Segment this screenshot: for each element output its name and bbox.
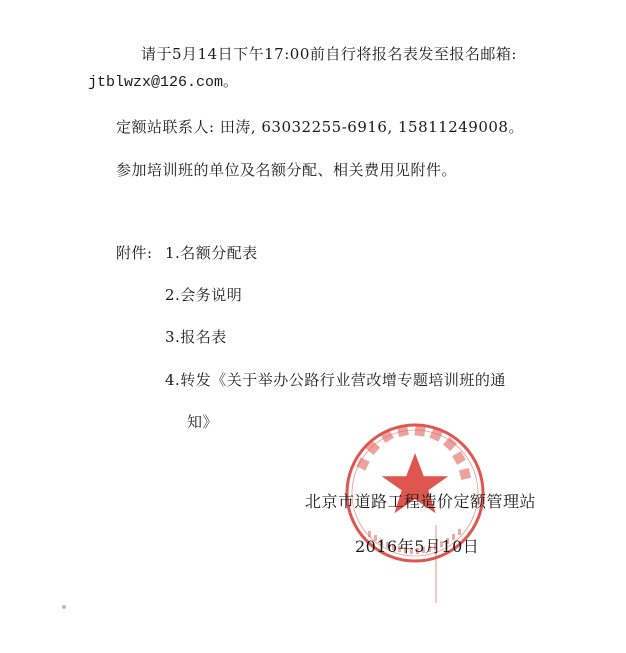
signing-organization: 北京市道路工程造价定额管理站 — [305, 492, 537, 511]
attachments-label: 附件: — [116, 244, 153, 262]
signing-date: 2016年5月10日 — [355, 537, 480, 556]
attachment-item-1: 1.名额分配表 — [165, 244, 258, 262]
attachment-item-4-continued: 知》 — [187, 413, 219, 431]
email-address: jtblwzx@126.com。 — [88, 74, 239, 91]
allocation-line: 参加培训班的单位及名额分配、相关费用见附件。 — [116, 161, 458, 179]
deadline-line: 请于5月14日下午17:00前自行将报名表发至报名邮箱: — [141, 45, 517, 63]
scan-speck — [62, 605, 66, 609]
attachment-item-2: 2.会务说明 — [165, 286, 243, 304]
contact-line: 定额站联系人: 田涛, 63032255-6916, 15811249008。 — [116, 118, 524, 136]
attachment-item-3: 3.报名表 — [165, 328, 227, 346]
attachment-item-4: 4.转发《关于举办公路行业营改增专题培训班的通 — [165, 371, 506, 389]
official-seal — [340, 413, 490, 613]
